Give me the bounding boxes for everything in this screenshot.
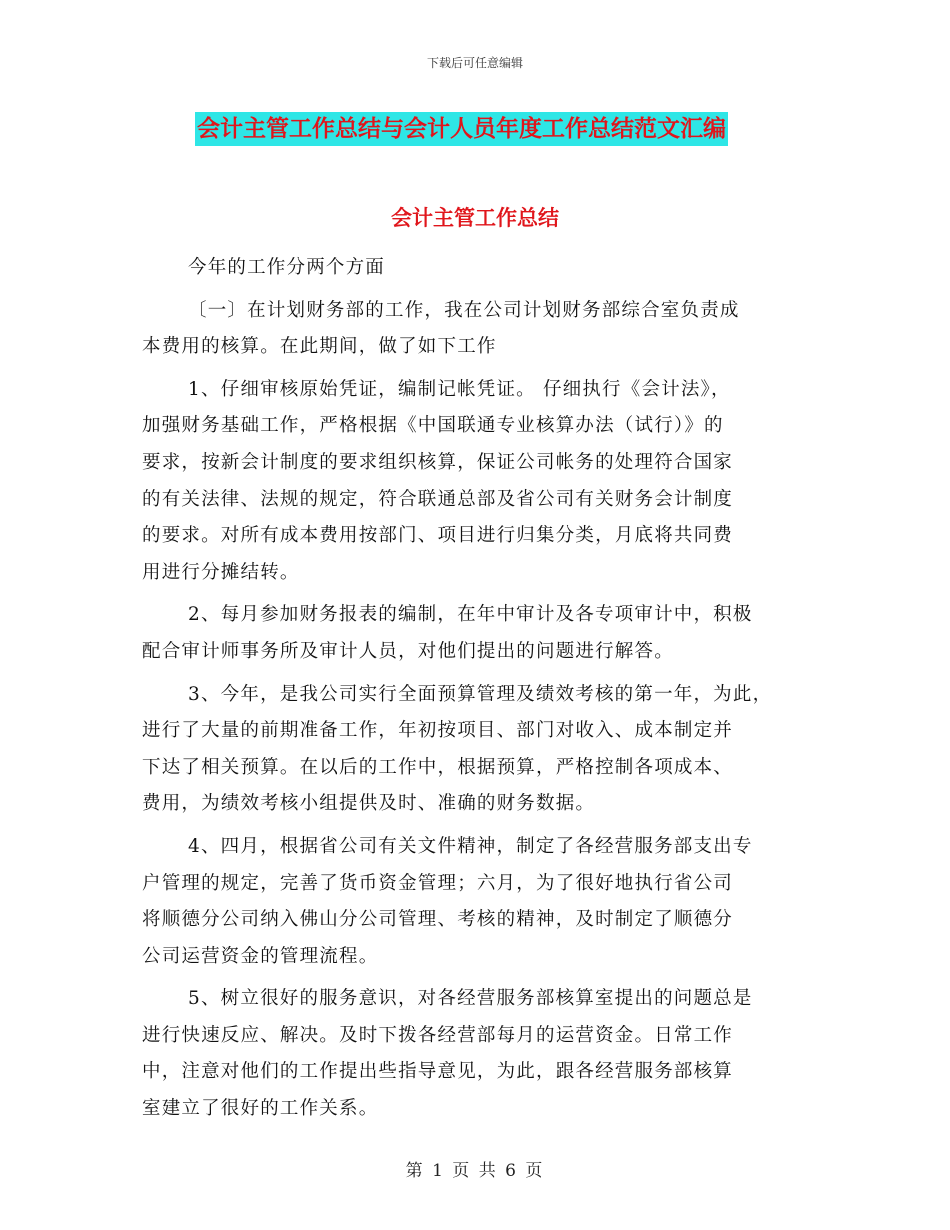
paragraph-line: 2、每月参加财务报表的编制，在年中审计及各专项审计中，积极 <box>188 604 753 626</box>
paragraph-line: 本费用的核算。在此期间，做了如下工作 <box>142 336 497 358</box>
paragraph-line: 3、今年，是我公司实行全面预算管理及绩效考核的第一年，为此， <box>188 683 773 705</box>
paragraph <box>142 250 822 287</box>
paragraph-line: 1、仔细审核原始凭证，编制记帐凭证。 仔细执行《会计法》， <box>188 378 731 400</box>
paragraph-line: 公司运营资金的管理流程。 <box>142 945 379 967</box>
paragraph-line: 费用，为绩效考核小组提供及时、准确的财务数据。 <box>142 793 596 815</box>
paragraph-line: 下达了相关预算。在以后的工作中，根据预算，严格控制各项成本、 <box>142 756 734 778</box>
paragraph-line: 将顺德分公司纳入佛山分公司管理、考核的精神，及时制定了顺德分 <box>142 909 734 931</box>
paragraph-line: 室建立了很好的工作关系。 <box>142 1098 379 1120</box>
header-note: 下载后可任意编辑 <box>426 56 523 70</box>
paragraph-line: 户管理的规定，完善了货币资金管理；六月，为了很好地执行省公司 <box>142 872 734 894</box>
paragraph-line: 配合审计师事务所及审计人员，对他们提出的问题进行解答。 <box>142 640 674 662</box>
paragraph <box>142 597 822 670</box>
paragraph <box>142 829 822 975</box>
paragraph-line: 的要求。对所有成本费用按部门、项目进行归集分类，月底将共同费 <box>142 525 734 547</box>
paragraph-line: 要求，按新会计制度的要求组织核算，保证公司帐务的处理符合国家 <box>142 451 734 473</box>
body-text <box>142 250 822 1134</box>
paragraph-line: 4、四月，根据省公司有关文件精神，制定了各经营服务部支出专 <box>188 835 753 857</box>
paragraph <box>142 981 822 1127</box>
paragraph-line: 〔一〕在计划财务部的工作，我在公司计划财务部综合室负责成 <box>188 299 740 321</box>
section-title: 会计主管工作总结 <box>391 206 559 230</box>
paragraph-line: 中，注意对他们的工作提出些指导意见，为此，跟各经营服务部核算 <box>142 1061 734 1083</box>
paragraph-line: 进行快速反应、解决。及时下拨各经营部每月的运营资金。日常工作 <box>142 1024 734 1046</box>
paragraph-line: 5、树立很好的服务意识，对各经营服务部核算室提出的问题总是 <box>188 988 753 1010</box>
paragraph-line: 加强财务基础工作，严格根据《中国联通专业核算办法（试行）》的 <box>142 415 724 437</box>
paragraph-line: 今年的工作分两个方面 <box>188 257 386 278</box>
document-title: 会计主管工作总结与会计人员年度工作总结范文汇编 <box>195 112 728 146</box>
paragraph-line: 的有关法律、法规的规定，符合联通总部及省公司有关财务会计制度 <box>142 488 734 510</box>
paragraph-line: 用进行分摊结转。 <box>142 561 300 583</box>
page-number: 第 1 页 共 6 页 <box>405 1161 545 1181</box>
paragraph <box>142 372 822 592</box>
paragraph <box>142 293 822 366</box>
paragraph-line: 进行了大量的前期准备工作，年初按项目、部门对收入、成本制定并 <box>142 720 734 742</box>
paragraph <box>142 677 822 823</box>
